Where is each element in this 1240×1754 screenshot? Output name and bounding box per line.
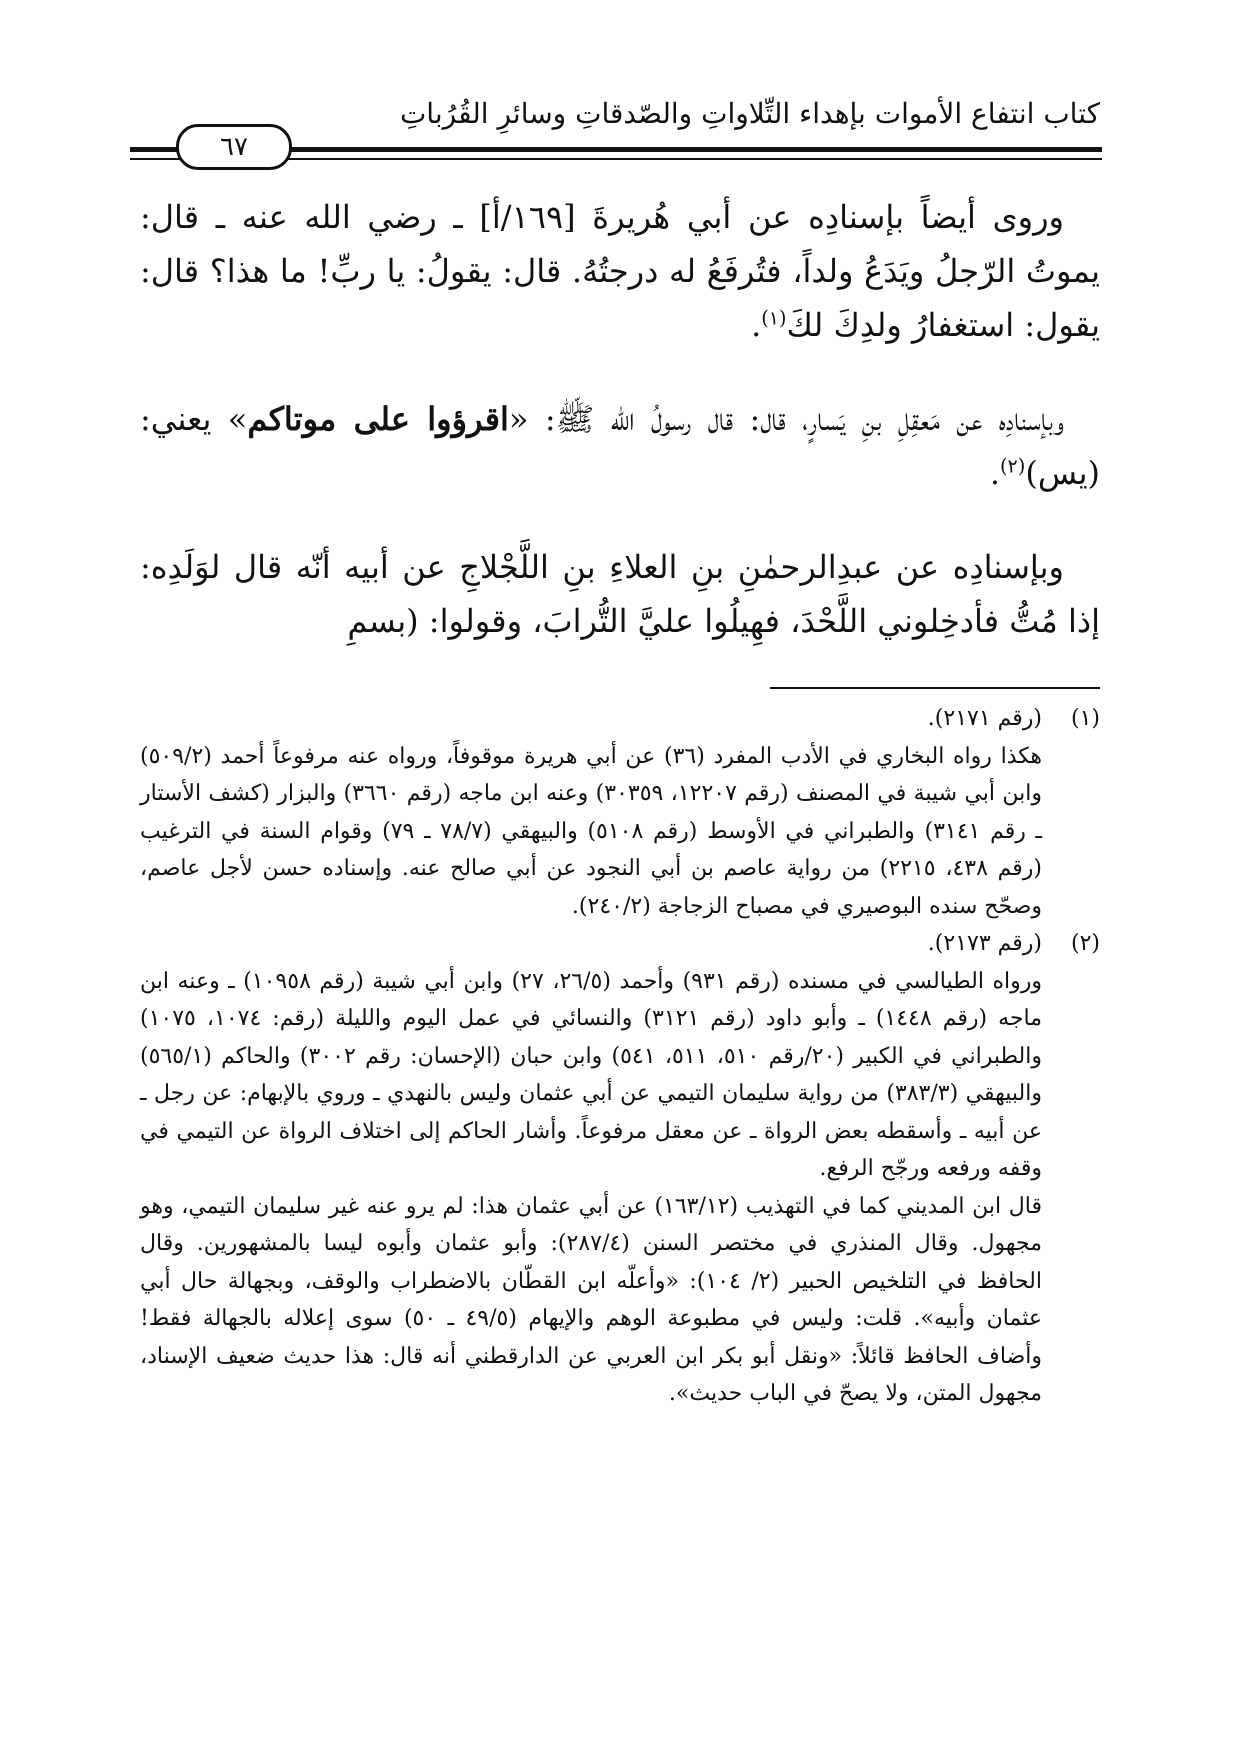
hadith-quote: اقرؤوا على موتاكم xyxy=(247,400,509,438)
paragraph-1 xyxy=(140,190,1100,352)
paragraph-2-text-a: وبإسنادِه عن مَعقِلِ بنِ يَسارٍ، قال: قال رسولُ الله ﷺ: « xyxy=(508,400,1065,438)
paragraph-3: وبإسنادِه عن عبدِالرحمٰنِ بنِ العلاءِ بنِ اللَّجْلاجِ عن أبيه أنّه قال لوَلَدِه: إذا مُتُّ فأدخِلوني اللَّحْدَ، فهِيلُوا عليَّ التُّرابَ، وقولوا: (بسمِ xyxy=(140,548,1100,640)
footnote-2-number: (٢) xyxy=(1070,931,1100,956)
footnote-ref-1: (١) xyxy=(761,306,787,330)
footnote-2-head xyxy=(140,925,1100,963)
running-header-title: كتاب انتفاع الأموات بإهداء التِّلاواتِ والصّدقاتِ وسائرِ القُرُباتِ xyxy=(399,97,1100,130)
paragraph-1-end: . xyxy=(751,306,762,344)
paragraph-1-text: وروى أيضاً بإسنادِه عن أبي هُريرةَ [١٦٩/أ] ـ رضي الله عنه ـ قال: يموتُ الرّجلُ ويَدَعُ ولداً، فتُرفَعُ له درجتُهُ. قال: يقولُ: يا ربِّ! ما هذا؟ قال: يقول: استغفارُ ولدِكَ لكَ xyxy=(140,198,1100,344)
paragraph-2-text-b: » يعني: (يس) xyxy=(140,400,1100,492)
footnote-1-number: (١) xyxy=(1070,706,1100,731)
paragraph-2 xyxy=(140,392,1100,500)
main-text xyxy=(140,190,1100,648)
footnote-1-ref: (رقم ٢١٧١). xyxy=(927,706,1042,731)
footnote-ref-2: (٢) xyxy=(1000,454,1026,478)
page-number-badge: ٦٧ xyxy=(176,124,292,170)
footnote-2 xyxy=(140,925,1100,1413)
footnote-1-para-1: هكذا رواه البخاري في الأدب المفرد (٣٦) عن أبي هريرة موقوفاً، ورواه عنه مرفوعاً أحمد (٥٠٩/٢) وابن أبي شيبة في المصنف (رقم ١٢٢٠٧، ٣٠٣٥٩) وعنه ابن ماجه (رقم ٣٦٦٠) والبزار (كشف الأستار ـ رقم ٣١٤١) والطبراني في الأوسط (رقم ٥١٠٨) والبيهقي (٧٨/٧ ـ ٧٩) وقوام السنة في الترغيب (رقم ٤٣٨، ٢٢١٥) من رواية عاصم بن أبي النجود عن أبي صالح عنه. وإسناده حسن لأجل عاصم، وصحّح سنده البوصيري في مصباح الزجاجة (٢٤٠/٢). xyxy=(140,743,1043,919)
footnote-1-head xyxy=(140,700,1100,738)
footnotes xyxy=(140,700,1100,1413)
footnote-2-ref: (رقم ٢١٧٣). xyxy=(927,931,1042,956)
footnote-separator xyxy=(770,687,1100,689)
footnote-2-para-2: قال ابن المديني كما في التهذيب (١٦٣/١٢) عن أبي عثمان هذا: لم يرو عنه غير سليمان التيمي، وهو مجهول. وقال المنذري في مختصر السنن (٢٨٧/٤): وأبو عثمان وأبوه ليسا بالمشهورين. وقال الحافظ في التلخيص الحبير (٢/ ١٠٤): «وأعلّه ابن القطّان بالاضطراب والوقف، وبجهالة حال أبي عثمان وأبيه». قلت: وليس في مطبوعة الوهم والإيهام (٤٩/٥ ـ ٥٠) سوى إعلاله بالجهالة فقط! وأضاف الحافظ قائلاً: «ونقل أبو بكر ابن العربي عن الدارقطني أنه قال: هذا حديث ضعيف الإسناد، مجهول المتن، ولا يصحّ في الباب حديث». xyxy=(140,1193,1042,1406)
footnote-1 xyxy=(140,700,1100,925)
paragraph-2-end: . xyxy=(989,454,1001,492)
footnote-2-para-1: ورواه الطيالسي في مسنده (رقم ٩٣١) وأحمد (٢٦/٥، ٢٧) وابن أبي شيبة (رقم ١٠٩٥٨) ـ وعنه ابن ماجه (رقم ١٤٤٨) ـ وأبو داود (رقم ٣١٢١) والنسائي في عمل اليوم والليلة (رقم: ١٠٧٤، ١٠٧٥) والطبراني في الكبير (٢٠/رقم ٥١٠، ٥١١، ٥٤١) وابن حبان (الإحسان: رقم ٣٠٠٢) والحاكم (٥٦٥/١) والبيهقي (٣٨٣/٣) من رواية سليمان التيمي عن أبي عثمان وليس بالنهدي ـ وروي بالإبهام: عن رجل ـ عن أبيه ـ وأسقطه بعض الرواة ـ عن معقل مرفوعاً. وأشار الحاكم إلى اختلاف الرواة عن التيمي في وقفه ورفعه ورجّح الرفع. xyxy=(140,968,1042,1181)
